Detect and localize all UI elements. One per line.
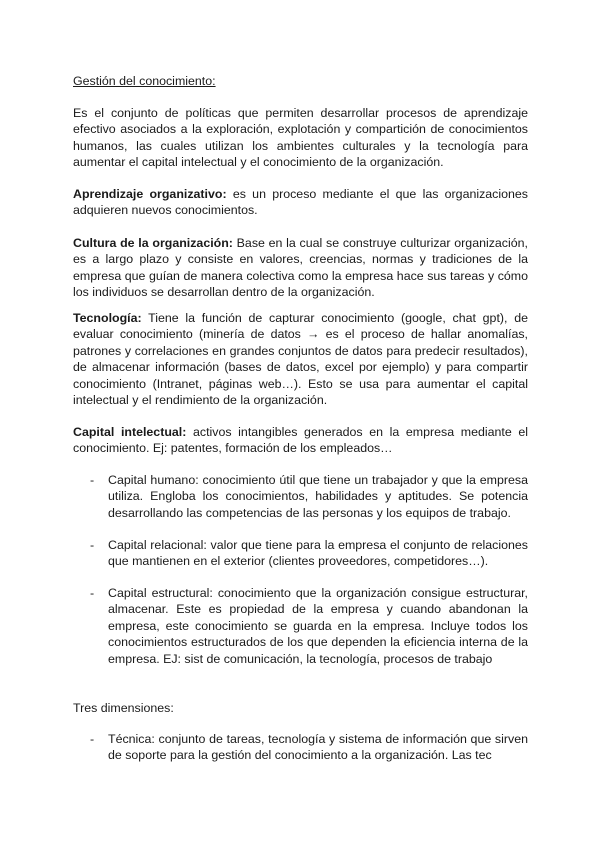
list-item-text: Capital humano: conocimiento útil que tiene un trabajador y que la empresa utiliza. Engloba los conocimientos, habilidades y aptitudes. Se potencia desarrollando las competencias de las personas y los equipos de trabajo. <box>108 473 528 520</box>
section-text: Base en la cual se construye culturizar organización, es a largo plazo y consiste en valores, creencias, normas y tradiciones de la empresa que guían de manera colectiva como la empresa hace sus tareas y cómo los individuos se desarrollan dentro de la organización. <box>73 236 528 300</box>
intro-paragraph: Es el conjunto de políticas que permiten desarrollar procesos de aprendizaje efectivo asociados a la exploración, explotación y compartición de conocimientos humanos, las cuales utilizan los ambientes culturales y la tecnología para aumentar el capital intelectual y el conocimiento de la organización. <box>73 106 528 170</box>
section-term: Capital intelectual: <box>73 425 187 439</box>
list-item-text: Capital relacional: valor que tiene para la empresa el conjunto de relaciones que mantienen en el exterior (clientes proveedores, competidores…). <box>108 538 528 569</box>
bullet-dash: - <box>90 732 95 746</box>
section-term: Aprendizaje organizativo: <box>73 187 227 201</box>
section-text: es un proceso mediante el que las organizaciones adquieren nuevos conocimientos. <box>73 187 529 218</box>
section-text: Tiene la función de capturar conocimiento (google, chat gpt), de evaluar conocimiento (minería de datos → es el proceso de hallar anomalías, patrones y correlaciones en grandes conjuntos de datos para predecir resultados), de almacenar información (bases de datos, excel por ejemplo) y para compartir conocimiento (Intranet, páginas web…). Esto se usa para aumentar el capital intelectual y el rendimiento de la organización. <box>73 311 528 408</box>
section-tecnologia <box>73 310 528 408</box>
list-item-text: Capital estructural: conocimiento que la organización consigue estructurar, almacenar. Este es propiedad de la empresa y cuando abandonan la empresa, este conocimiento se guarda en la empresa. Incluye todos los conocimientos estructurados de los que dependen la eficiencia interna de la empresa. EJ: sist de comunicación, la tecnología, procesos de trabajo <box>108 586 528 666</box>
section-aprendizaje <box>73 186 528 219</box>
section-capital-intelectual <box>73 424 528 457</box>
dimensions-heading: Tres dimensiones: <box>73 701 174 715</box>
section-cultura <box>73 235 528 301</box>
document-title: Gestión del conocimiento: <box>73 74 216 88</box>
bullet-dash: - <box>90 473 95 487</box>
section-text: activos intangibles generados en la empresa mediante el conocimiento. Ej: patentes, formación de los empleados… <box>73 425 529 456</box>
bullet-dash: - <box>90 538 95 552</box>
section-term: Tecnología: <box>73 311 142 325</box>
section-term: Cultura de la organización: <box>73 236 233 250</box>
bullet-dash: - <box>90 586 95 600</box>
list-item-text: Técnica: conjunto de tareas, tecnología y sistema de información que sirven de soporte para la gestión del conocimiento a la organización. Las tec <box>108 732 528 763</box>
